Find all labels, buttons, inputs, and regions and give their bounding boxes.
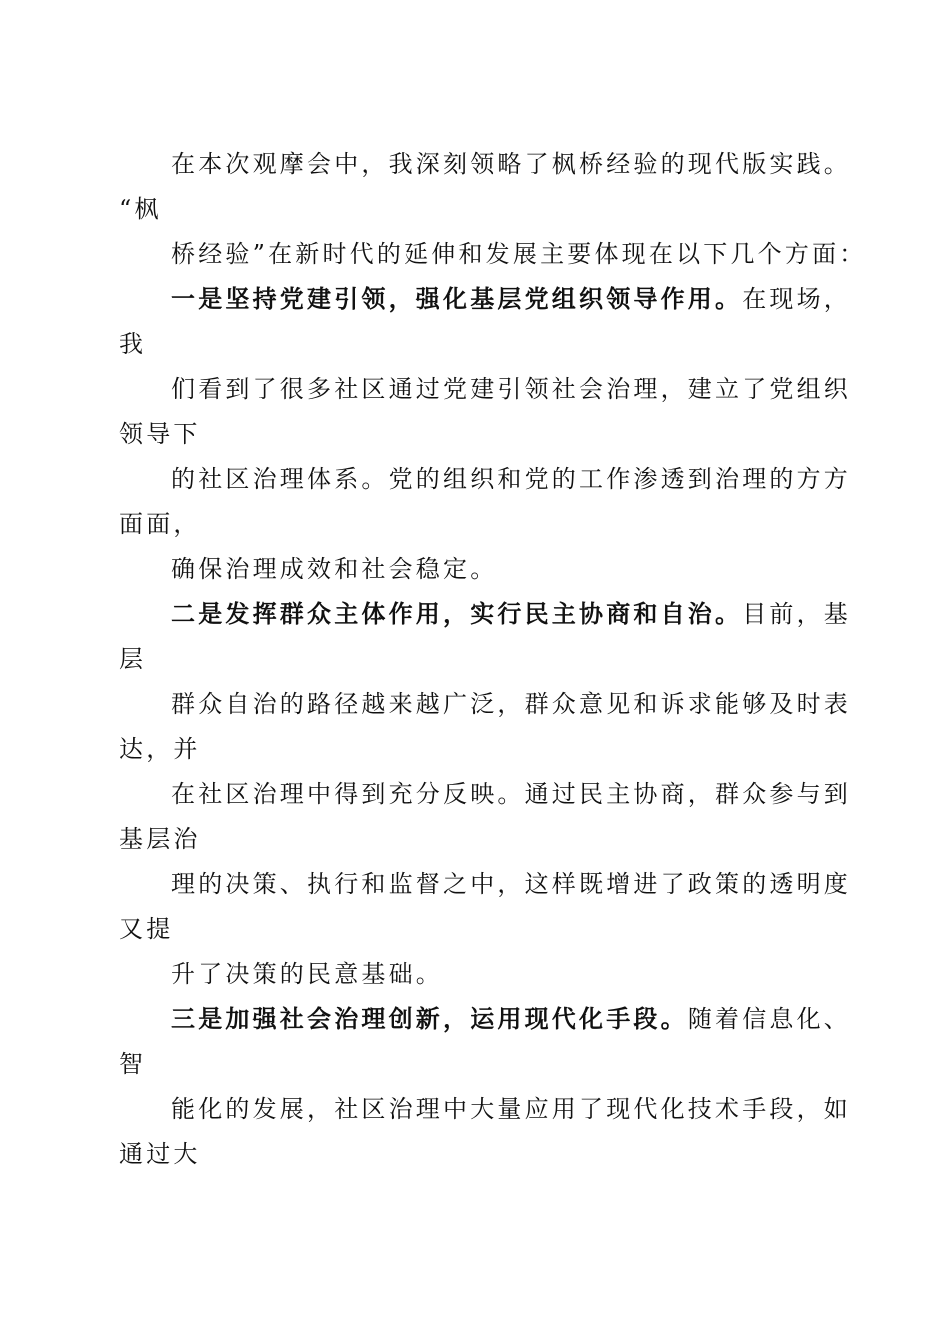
text-segment: 随着信息化、 [687, 1005, 852, 1033]
text-line: 层 [119, 645, 147, 673]
text-line: 能化的发展，社区治理中大量应用了现代化技术手段，如 [171, 1095, 851, 1123]
text-line: 的社区治理体系。党的组织和党的工作渗透到治理的方方 [171, 465, 851, 493]
heading-point-two: 二是发挥群众主体作用，实行民主协商和自治。 [171, 599, 743, 628]
text-line: 在社区治理中得到充分反映。通过民主协商，群众参与到 [171, 780, 851, 808]
text-line: 群众自治的路径越来越广泛，群众意见和诉求能够及时表 [171, 690, 851, 718]
text-line: 我 [119, 330, 147, 358]
text-line: 基层治 [119, 825, 201, 853]
text-line: 确保治理成效和社会稳定。 [171, 555, 498, 583]
text-segment: 目前，基 [742, 600, 852, 628]
text-line: 在本次观摩会中，我深刻领略了枫桥经验的现代版实践。 [171, 150, 851, 178]
text-line: 们看到了很多社区通过党建引领社会治理，建立了党组织 [171, 375, 851, 403]
text-line [171, 1004, 851, 1034]
text-line: 升了决策的民意基础。 [171, 960, 443, 988]
heading-point-one: 一是坚持党建引领，强化基层党组织领导作用。 [171, 284, 743, 313]
text-line [171, 599, 851, 629]
text-line: 领导下 [119, 420, 201, 448]
text-segment: 在现场， [742, 285, 852, 313]
text-line: 通过大 [119, 1140, 201, 1168]
text-line: 又提 [119, 915, 174, 943]
text-line: 达，并 [119, 735, 201, 763]
heading-point-three: 三是加强社会治理创新，运用现代化手段。 [171, 1004, 688, 1033]
text-line [171, 284, 851, 314]
text-line: 桥经验”在新时代的延伸和发展主要体现在以下几个方面： [171, 240, 867, 268]
text-line: 面面， [119, 510, 201, 538]
text-line: 智 [119, 1050, 147, 1078]
text-line: “枫 [119, 195, 162, 223]
text-line: 理的决策、执行和监督之中，这样既增进了政策的透明度 [171, 870, 851, 898]
